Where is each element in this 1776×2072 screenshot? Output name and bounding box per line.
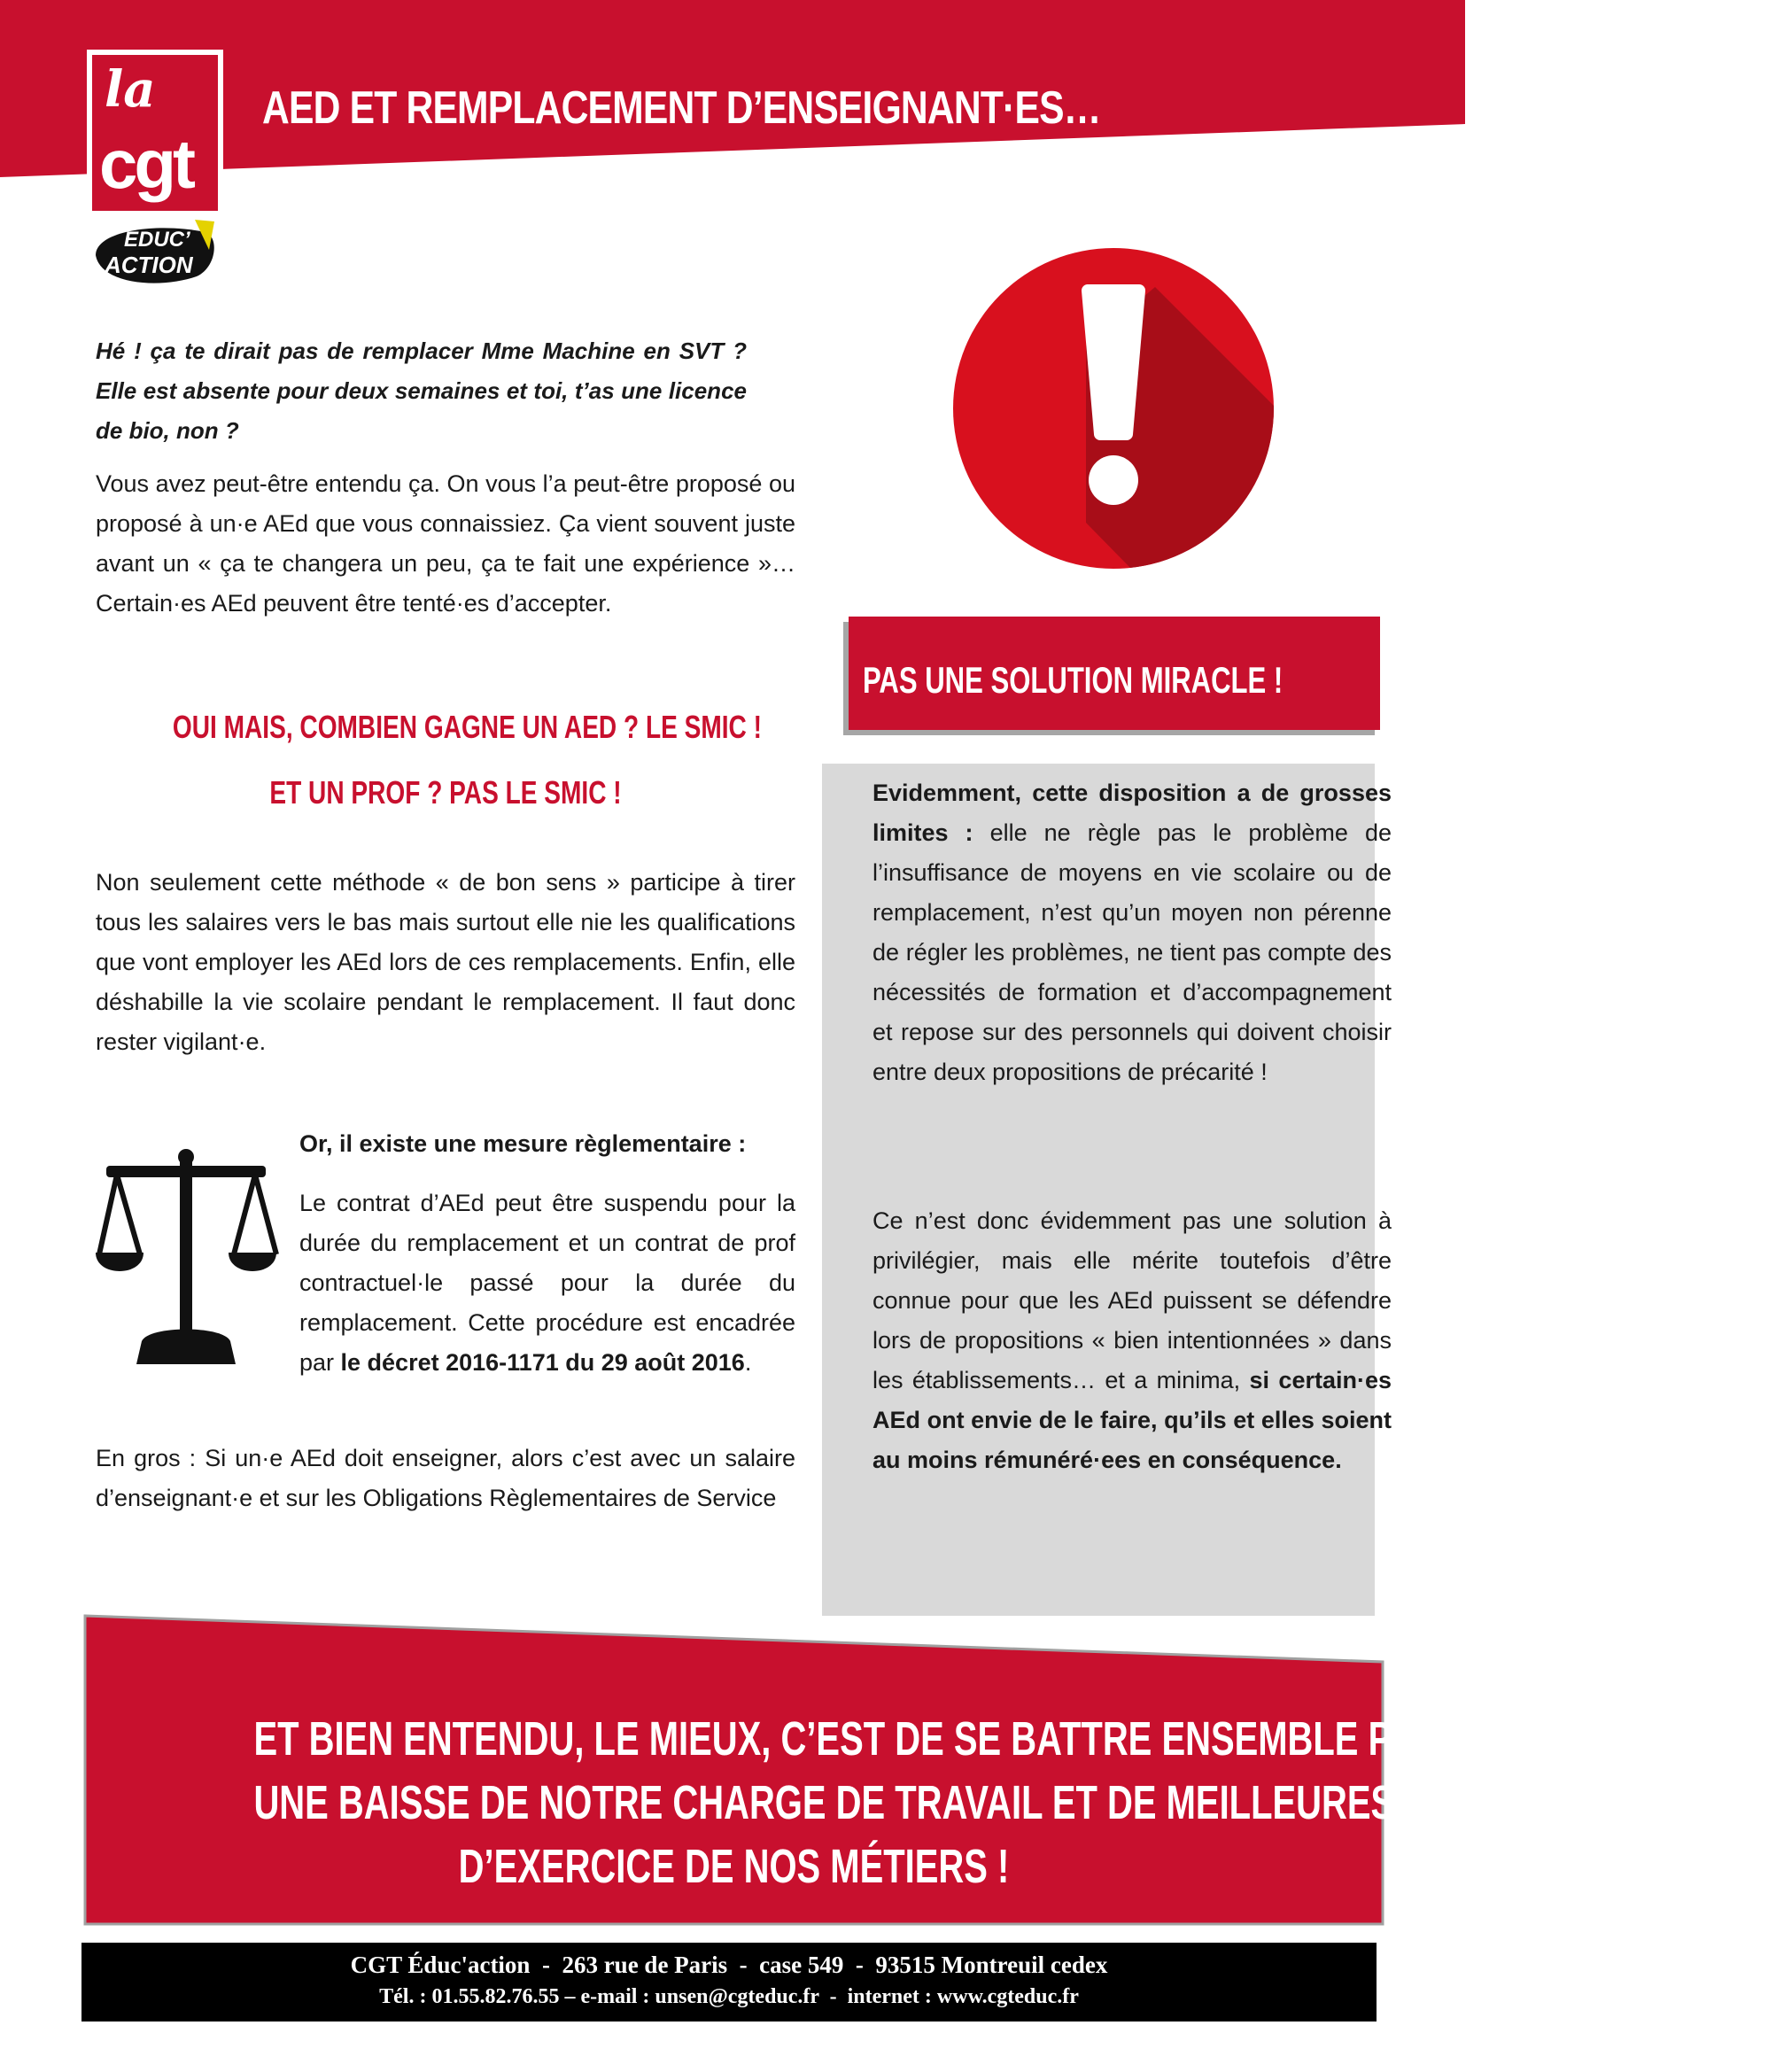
mesure-paragraph: Le contrat d’AEd peut être suspendu pour la durée du remplacement et un contrat de prof contractuel·le passé pour la durée du remplacement. Cette procédure est encadrée par le décret 2016-1171 du 29 août 2016. [299, 1190, 795, 1376]
intro-paragraph: Vous avez peut-être entendu ça. On vous l’a peut-être proposé ou proposé à un·e AEd que vous connaissiez. Ça vient souvent juste avant un « ça te changera un peu, ça te fait une expérience »… Certain·es AEd peuvent être tenté·es d’accepter. [96, 470, 795, 617]
miracle-title: PAS UNE SOLUTION MIRACLE ! [863, 659, 1284, 701]
bottom-slogan-line-1: ET BIEN ENTENDU, LE MIEUX, C’EST DE SE BATTRE ENSEMBLE POUR UN VRAI STATUT, [253, 1712, 1776, 1765]
logo-cgt: cgt [99, 125, 192, 203]
svg-text:ÉDUC’: ÉDUC’ [124, 228, 190, 252]
en-gros-paragraph: En gros : Si un·e AEd doit enseigner, alors c’est avec un salaire d’enseignant·e et sur les Obligations Règlementaires de Service [96, 1445, 795, 1511]
conclusion-paragraph: Ce n’est donc évidemment pas une solution à privilégier, mais elle mérite toutefois d’être connue pour que les AEd puissent se défendre lors de propositions « bien intentionnées » dans les établissements… et a minima, si certain·es AEd ont envie de le faire, qu’ils et elles soient au moins rémunéré·ees en conséquence. [872, 1207, 1392, 1473]
page-title: AED ET REMPLACEMENT D’ENSEIGNANT·ES… [262, 82, 1101, 134]
footer-address: CGT Éduc'action - 263 rue de Paris - case 549 - 93515 Montreuil cedex [350, 1952, 1108, 1978]
conclusion-bold: si certain·es AEd ont envie de le faire, qu’ils et elles soient au moins rémunéré·ees en conséquence. [872, 1367, 1392, 1473]
bottom-slogan-line-3: D’EXERCICE DE NOS MÉTIERS ! [458, 1840, 1010, 1893]
footer-contact: Tél. : 01.55.82.76.55 – e-mail : unsen@cgteduc.fr - internet : www.cgteduc.fr [379, 1985, 1079, 2008]
limits-paragraph: Evidemment, cette disposition a de grosses limites : elle ne règle pas le problème de l’insuffisance de moyens en vie scolaire ou de remplacement, n’est qu’un moyen non pérenne de régler les problèmes, ne tient pas compte des nécessités de formation et d’accompagnement et repose sur des personnels qui doivent choisir entre deux propositions de précarité ! [872, 780, 1392, 1085]
decret-reference: le décret 2016-1171 du 29 août 2016 [340, 1349, 745, 1376]
footer [81, 1943, 1377, 2022]
method-paragraph: Non seulement cette méthode « de bon sens » participe à tirer tous les salaires vers le bas mais surtout elle nie les qualifications que vont employer les AEd lors de ces remplacements. Enfin, elle déshabille la vie scolaire pendant le remplacement. Il faut donc rester vigilant·e. [96, 869, 795, 1055]
limits-bold: Evidemment, cette disposition a de grosses limites : [872, 780, 1392, 846]
bottom-slogan-line-2: UNE BAISSE DE NOTRE CHARGE DE TRAVAIL ET DE MEILLEURES CONDITIONS [253, 1776, 1627, 1829]
heading-smic: OUI MAIS, COMBIEN GAGNE UN AED ? LE SMIC ! [172, 709, 762, 745]
heading-pas-le-smic: ET UN PROF ? PAS LE SMIC ! [269, 774, 622, 811]
warning-exclamation-icon [953, 248, 1274, 569]
logo-educaction-badge [90, 214, 220, 289]
svg-text:ACTION: ACTION [105, 252, 193, 278]
logo-la: la [105, 60, 156, 119]
mesure-title: Or, il existe une mesure règlementaire : [299, 1130, 747, 1157]
intro-question: Hé ! ça te dirait pas de remplacer Mme Machine en SVT ? Elle est absente pour deux semaines et toi, t’as une licence de bio, non ? [96, 338, 747, 444]
scale-of-justice-icon [96, 1148, 276, 1370]
cgt-educaction-logo [87, 50, 223, 294]
